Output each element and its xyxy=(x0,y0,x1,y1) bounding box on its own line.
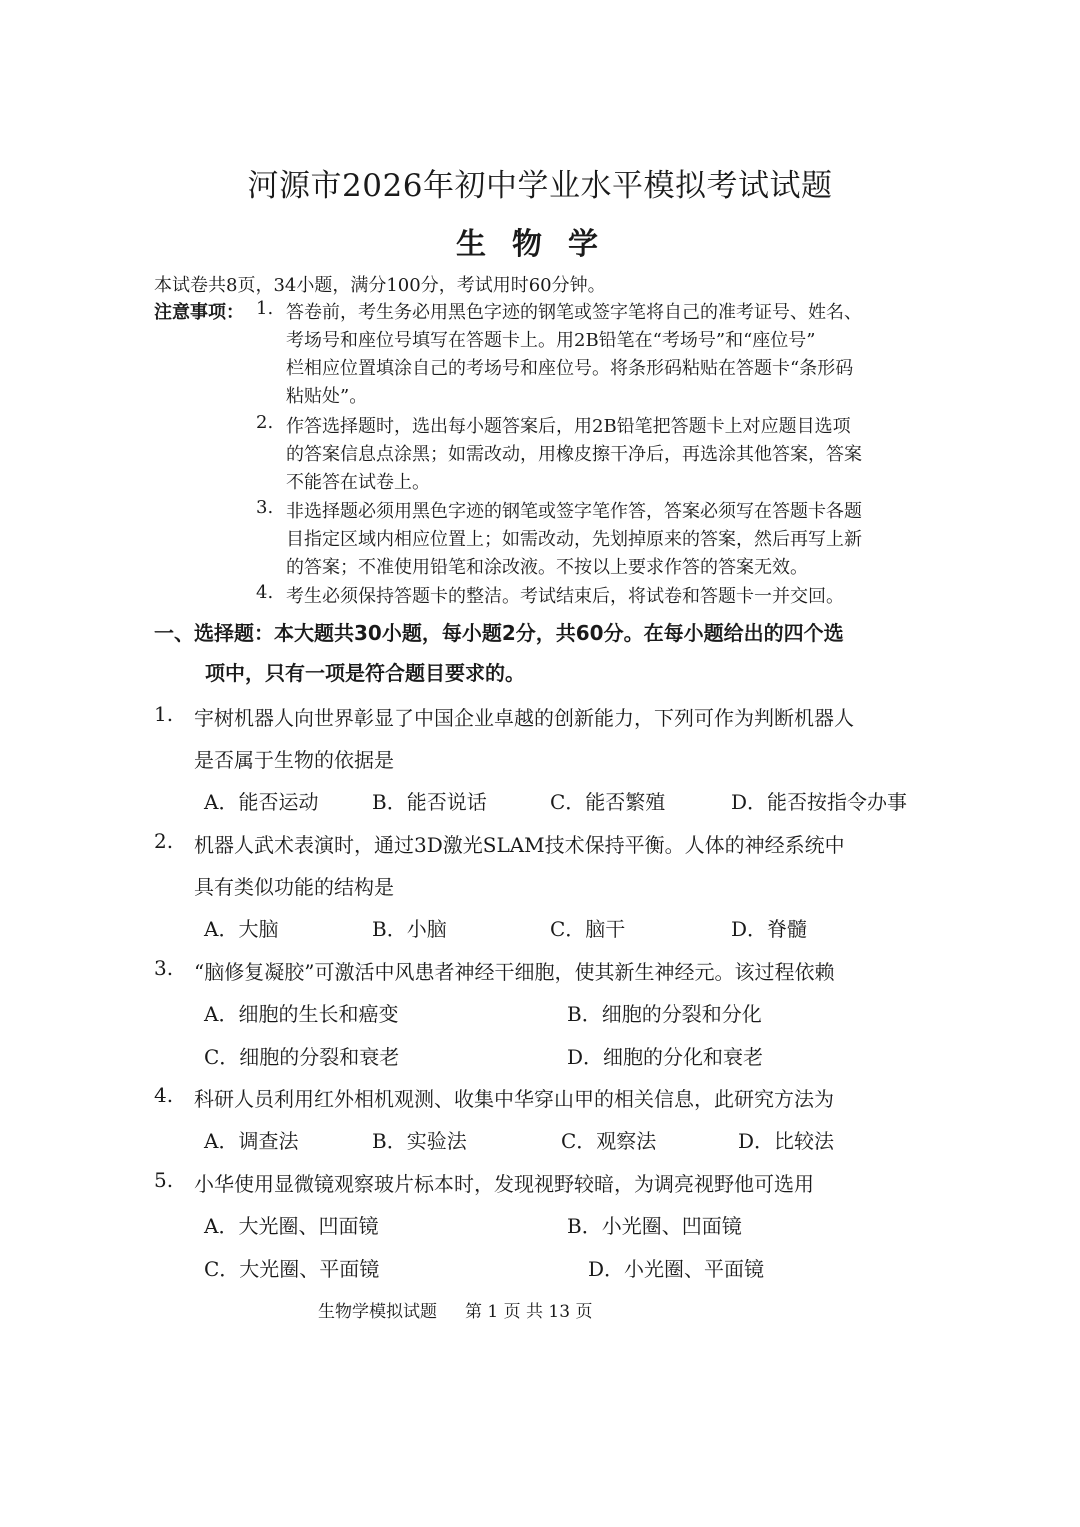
question-text: “脑修复凝胶”可激活中风患者神经干细胞，使其新生神经元。该过程依赖 xyxy=(194,960,835,984)
option-b: B．小脑 xyxy=(372,917,447,941)
question-text: 是否属于生物的依据是 xyxy=(194,748,394,772)
note-line: 的答案信息点涂黑；如需改动，用橡皮擦干净后，再选涂其他答案，答案 xyxy=(286,444,862,465)
note-line: 作答选择题时，选出每小题答案后，用2B铅笔把答题卡上对应题目选项 xyxy=(286,416,851,437)
option-d: D．比较法 xyxy=(738,1129,835,1153)
page-footer xyxy=(318,1297,620,1322)
question-text: 科研人员利用红外相机观测、收集中华穿山甲的相关信息，此研究方法为 xyxy=(194,1087,834,1111)
note-line: 目指定区域内相应位置上；如需改动，先划掉原来的答案，然后再写上新 xyxy=(286,529,862,550)
note-line: 粘贴处”。 xyxy=(286,386,368,407)
option-a: A．调查法 xyxy=(204,1129,299,1153)
note-number: 4. xyxy=(256,582,274,603)
question-number: 3. xyxy=(154,956,174,980)
option-b: B．能否说话 xyxy=(372,790,487,814)
option-b: B．细胞的分裂和分化 xyxy=(567,1002,762,1026)
option-a: A．大光圈、凹面镜 xyxy=(204,1214,379,1238)
exam-intro: 本试卷共8页，34小题，满分100分，考试用时60分钟。 xyxy=(154,275,606,296)
option-c: C．大光圈、平面镜 xyxy=(204,1257,380,1281)
option-b: B．小光圈、凹面镜 xyxy=(567,1214,742,1238)
note-line: 考生必须保持答题卡的整洁。考试结束后，将试卷和答题卡一并交回。 xyxy=(286,586,844,607)
note-line: 非选择题必须用黑色字迹的钢笔或签字笔作答，答案必须写在答题卡各题 xyxy=(286,501,862,522)
footer-page-number: 第 1 页 共 13 页 xyxy=(465,1302,593,1322)
question-number: 1. xyxy=(154,702,174,726)
note-line: 不能答在试卷上。 xyxy=(286,472,430,493)
section-heading-cont: 项中，只有一项是符合题目要求的。 xyxy=(205,661,525,685)
note-line: 考场号和座位号填写在答题卡上。用2B铅笔在“考场号”和“座位号” xyxy=(286,330,816,351)
note-line: 答卷前，考生务必用黑色字迹的钢笔或签字笔将自己的准考证号、姓名、 xyxy=(286,302,862,323)
question-number: 5. xyxy=(154,1168,174,1192)
question-text: 小华使用显微镜观察玻片标本时，发现视野较暗，为调亮视野他可选用 xyxy=(194,1172,814,1196)
note-number: 3. xyxy=(256,497,274,518)
question-number: 4. xyxy=(154,1083,174,1107)
note-number: 1. xyxy=(256,298,274,319)
option-d: D．细胞的分化和衰老 xyxy=(567,1045,764,1069)
option-d: D．小光圈、平面镜 xyxy=(588,1257,765,1281)
notes-label: 注意事项： xyxy=(154,302,244,323)
question-text: 具有类似功能的结构是 xyxy=(194,875,394,899)
option-c: C．脑干 xyxy=(550,917,626,941)
option-c: C．细胞的分裂和衰老 xyxy=(204,1045,400,1069)
option-d: D．能否按指令办事 xyxy=(731,790,908,814)
option-a: A．能否运动 xyxy=(204,790,319,814)
exam-title: 河源市2026年初中学业水平模拟考试试题 xyxy=(247,168,833,204)
question-text: 机器人武术表演时，通过3D激光SLAM技术保持平衡。人体的神经系统中 xyxy=(194,833,845,857)
option-c: C．能否繁殖 xyxy=(550,790,666,814)
footer-exam-name: 生物学模拟试题 xyxy=(318,1302,437,1322)
subject-title: 生物学 xyxy=(456,227,624,262)
question-text: 宇树机器人向世界彰显了中国企业卓越的创新能力，下列可作为判断机器人 xyxy=(194,706,854,730)
section-heading: 一、选择题：本大题共30小题，每小题2分，共60分。在每小题给出的四个选 xyxy=(154,621,844,645)
option-b: B．实验法 xyxy=(372,1129,467,1153)
question-number: 2. xyxy=(154,829,174,853)
option-a: A．大脑 xyxy=(204,917,279,941)
note-line: 栏相应位置填涂自己的考场号和座位号。将条形码粘贴在答题卡“条形码 xyxy=(286,358,854,379)
option-c: C．观察法 xyxy=(561,1129,657,1153)
option-a: A．细胞的生长和癌变 xyxy=(204,1002,399,1026)
note-number: 2. xyxy=(256,412,274,433)
note-line: 的答案；不准使用铅笔和涂改液。不按以上要求作答的答案无效。 xyxy=(286,557,808,578)
option-d: D．脊髓 xyxy=(731,917,808,941)
